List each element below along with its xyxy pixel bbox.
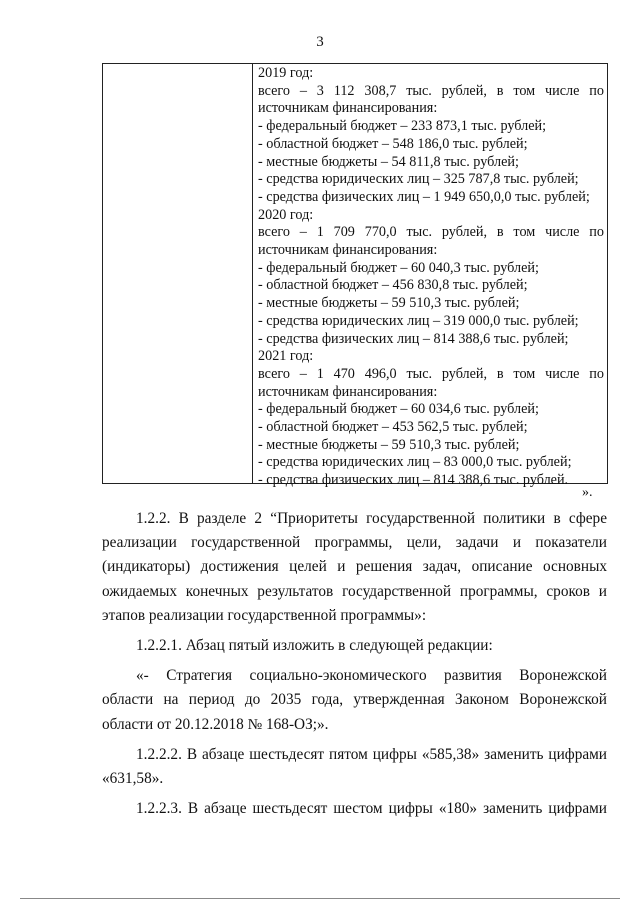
text-line: 1.2.2. В разделе 2 “Приоритеты государственной политики в сфере	[136, 510, 607, 527]
table-line: - местные бюджеты – 59 510,3 тыс. рублей;	[258, 295, 520, 312]
table-line: источникам финансирования:	[258, 242, 438, 259]
text-line: области на период до 2035 года, утвержденная Законом Воронежской	[102, 691, 607, 709]
table-line: - средства юридических лиц – 325 787,8 тыс. рублей;	[258, 171, 579, 188]
paragraph-1-2-2-2	[102, 743, 607, 791]
table-line-year: 2021 год:	[258, 348, 314, 365]
table-line: - средства физических лиц – 1 949 650,0,0 тыс. рублей;	[258, 188, 590, 205]
paragraph-1-2-2-1	[102, 634, 607, 658]
table-line: - средства юридических лиц – 319 000,0 тыс. рублей;	[258, 312, 579, 329]
table-line: - средства юридических лиц – 83 000,0 тыс. рублей;	[258, 454, 572, 471]
table-left-cell	[103, 64, 253, 483]
table-right-cell	[258, 64, 604, 490]
table-line: - областной бюджет – 456 830,8 тыс. рублей;	[258, 277, 528, 294]
table-line-year: 2019 год:	[258, 65, 314, 81]
text-line: этапов реализации государственной программы»:	[102, 606, 427, 624]
page-number: 3	[316, 34, 324, 50]
table-line: источникам финансирования:	[258, 100, 438, 117]
body-text	[102, 507, 607, 821]
paragraph-1-2-2-3	[102, 797, 607, 821]
table-line: - местные бюджеты – 59 510,3 тыс. рублей;	[258, 436, 520, 453]
table-line: - областной бюджет – 453 562,5 тыс. рублей;	[258, 419, 528, 436]
table-line: - федеральный бюджет – 60 040,3 тыс. рублей;	[258, 259, 539, 276]
table-line-total: всего – 1 470 496,0 тыс. рублей, в том числе по	[258, 365, 604, 382]
table-line-total: всего – 3 112 308,7 тыс. рублей, в том числе по	[258, 82, 604, 99]
table-line-year: 2020 год:	[258, 206, 314, 223]
text-line: «631,58».	[102, 770, 164, 788]
text-line: 1.2.2.3. В абзаце шестьдесят шестом цифры «180» заменить цифрами	[136, 800, 607, 818]
paragraph-quote	[102, 664, 607, 737]
page-bottom-rule	[20, 898, 620, 899]
table-line: - федеральный бюджет – 60 034,6 тыс. рублей;	[258, 401, 539, 418]
table-line-total: всего – 1 709 770,0 тыс. рублей, в том числе по	[258, 224, 604, 241]
text-line: 1.2.2.1. Абзац пятый изложить в следующей редакции:	[136, 637, 493, 655]
text-line: «- Стратегия социально-экономического развития Воронежской	[136, 667, 607, 685]
text-line: области от 20.12.2018 № 168-ОЗ;».	[102, 715, 329, 733]
text-line: реализации государственной программы, цели, задачи и показатели	[102, 534, 607, 552]
text-line: 1.2.2.2. В абзаце шестьдесят пятом цифры «585,38» заменить цифрами	[136, 745, 607, 763]
table-line: - областной бюджет – 548 186,0 тыс. рублей;	[258, 135, 528, 152]
text-line: ожидаемых конечных результатов государственной программы, сроков и	[102, 582, 607, 600]
table-line: - средства физических лиц – 814 388,6 тыс. рублей;	[258, 330, 569, 347]
funding-table	[102, 63, 608, 489]
table-line: - местные бюджеты – 54 811,8 тыс. рублей;	[258, 153, 519, 170]
closing-quote: ».	[582, 485, 593, 500]
paragraph-1-2-2	[102, 507, 607, 628]
table-line: источникам финансирования:	[258, 383, 438, 400]
table-line: - средства физических лиц – 814 388,6 тыс. рублей.	[258, 472, 569, 489]
text-line: (индикаторы) достижения целей и решения задач, описание основных	[102, 558, 607, 576]
table-line: - федеральный бюджет – 233 873,1 тыс. рублей;	[258, 118, 547, 135]
